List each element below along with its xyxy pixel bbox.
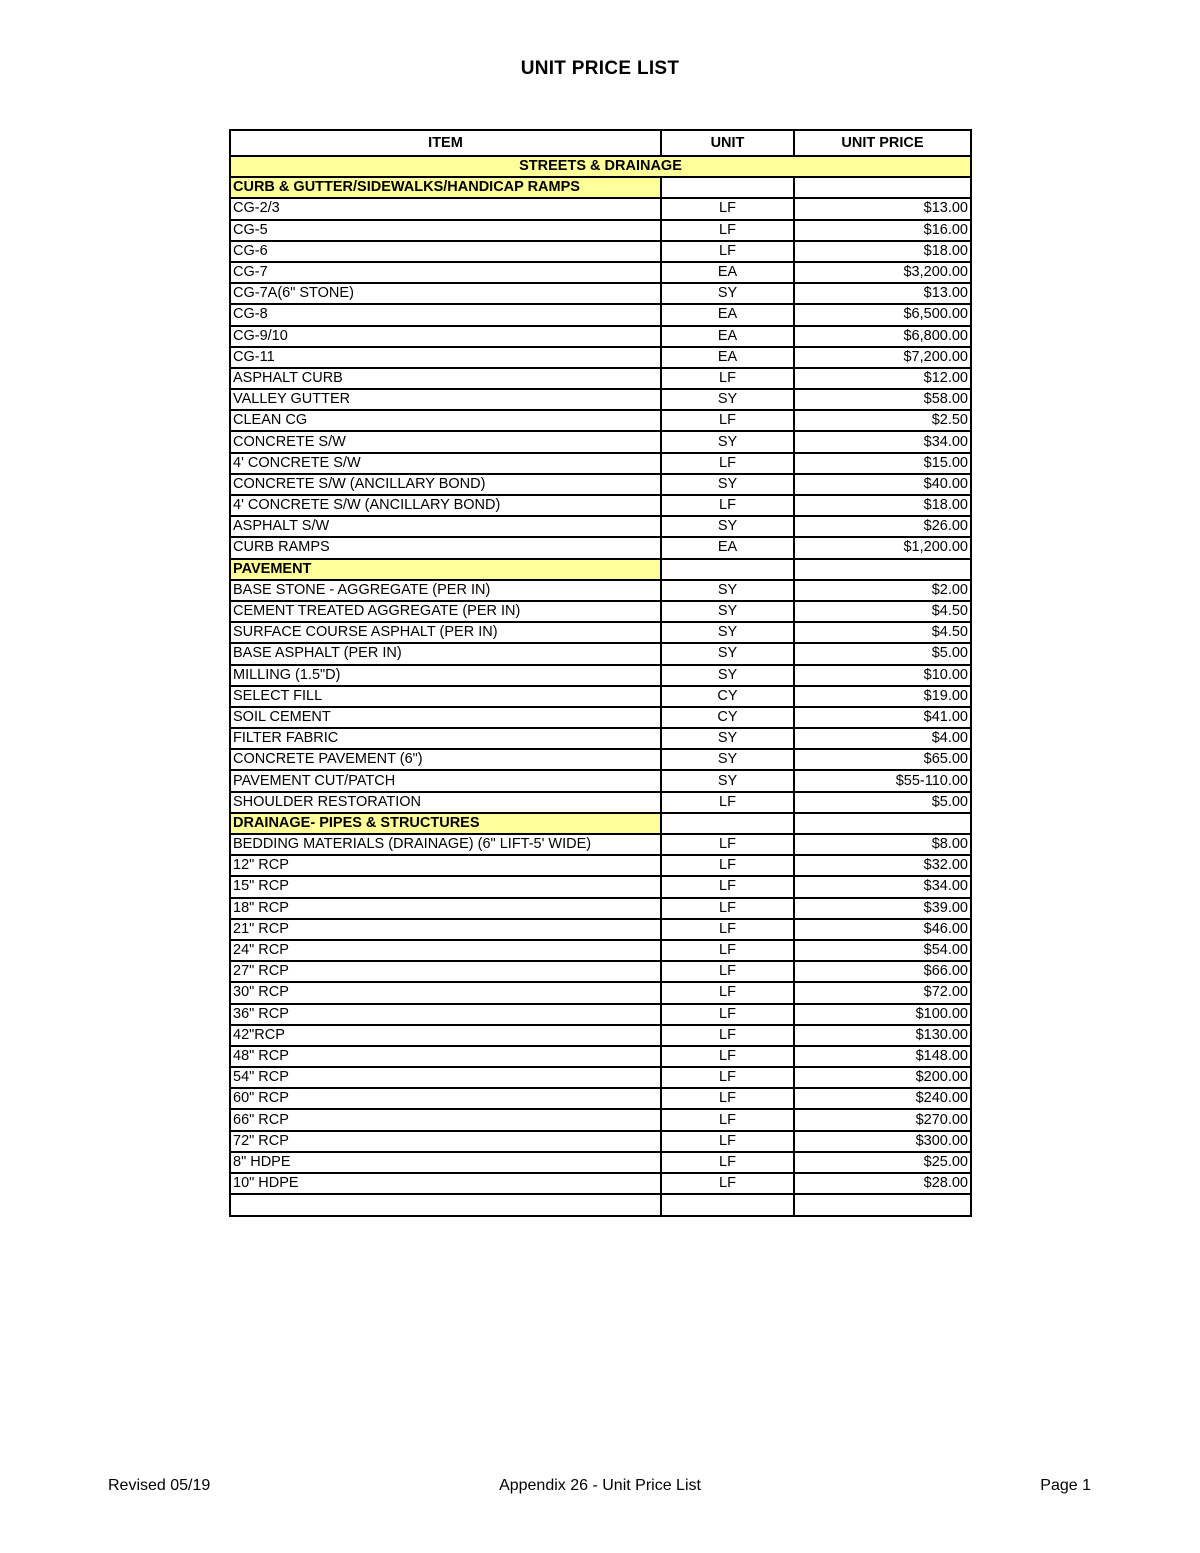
item-cell: 24" RCP xyxy=(230,940,661,961)
item-cell: CG-11 xyxy=(230,347,661,368)
price-cell: $46.00 xyxy=(794,919,971,940)
table-row xyxy=(230,961,971,982)
item-cell: 10" HDPE xyxy=(230,1173,661,1194)
unit-cell: LF xyxy=(661,368,794,389)
footer-page: Page 1 xyxy=(1040,1477,1091,1494)
table-row xyxy=(230,410,971,431)
band-label: STREETS & DRAINAGE xyxy=(230,156,971,177)
unit-cell: LF xyxy=(661,1046,794,1067)
blank-row xyxy=(230,1194,971,1216)
table-row xyxy=(230,707,971,728)
section-row xyxy=(230,177,971,198)
item-cell: FILTER FABRIC xyxy=(230,728,661,749)
unit-cell: LF xyxy=(661,982,794,1003)
table-row xyxy=(230,262,971,283)
price-cell: $200.00 xyxy=(794,1067,971,1088)
section-row xyxy=(230,813,971,834)
unit-cell: LF xyxy=(661,1025,794,1046)
header-item: ITEM xyxy=(230,130,661,156)
price-cell: $130.00 xyxy=(794,1025,971,1046)
table-row xyxy=(230,898,971,919)
unit-cell: EA xyxy=(661,347,794,368)
item-cell: CONCRETE S/W (ANCILLARY BOND) xyxy=(230,474,661,495)
price-cell: $32.00 xyxy=(794,855,971,876)
unit-cell: SY xyxy=(661,665,794,686)
price-cell: $34.00 xyxy=(794,876,971,897)
unit-cell: EA xyxy=(661,326,794,347)
table-row xyxy=(230,389,971,410)
item-cell: 60" RCP xyxy=(230,1088,661,1109)
price-cell: $28.00 xyxy=(794,1173,971,1194)
table-row xyxy=(230,834,971,855)
table-row xyxy=(230,241,971,262)
item-cell: PAVEMENT CUT/PATCH xyxy=(230,770,661,791)
section-name: PAVEMENT xyxy=(230,559,661,580)
unit-cell: LF xyxy=(661,792,794,813)
price-cell: $3,200.00 xyxy=(794,262,971,283)
unit-cell: LF xyxy=(661,919,794,940)
price-cell: $54.00 xyxy=(794,940,971,961)
unit-cell: LF xyxy=(661,1067,794,1088)
unit-cell: LF xyxy=(661,1109,794,1130)
item-cell: SURFACE COURSE ASPHALT (PER IN) xyxy=(230,622,661,643)
section-price-cell xyxy=(794,177,971,198)
table-row xyxy=(230,495,971,516)
price-cell: $55-110.00 xyxy=(794,770,971,791)
item-cell: ASPHALT S/W xyxy=(230,516,661,537)
item-cell: CURB RAMPS xyxy=(230,537,661,558)
price-cell: $148.00 xyxy=(794,1046,971,1067)
header-row xyxy=(230,130,971,156)
table-row xyxy=(230,220,971,241)
unit-cell: LF xyxy=(661,1152,794,1173)
unit-cell: SY xyxy=(661,580,794,601)
item-cell: SOIL CEMENT xyxy=(230,707,661,728)
item-cell: MILLING (1.5"D) xyxy=(230,665,661,686)
price-cell: $65.00 xyxy=(794,749,971,770)
table-row xyxy=(230,1131,971,1152)
price-cell: $15.00 xyxy=(794,453,971,474)
unit-cell: SY xyxy=(661,431,794,452)
footer-appendix: Appendix 26 - Unit Price List xyxy=(499,1477,701,1494)
price-cell: $4.00 xyxy=(794,728,971,749)
table-row xyxy=(230,580,971,601)
price-cell: $270.00 xyxy=(794,1109,971,1130)
item-cell: 15" RCP xyxy=(230,876,661,897)
unit-cell: LF xyxy=(661,1131,794,1152)
table-row xyxy=(230,516,971,537)
table-row xyxy=(230,770,971,791)
item-cell: SELECT FILL xyxy=(230,686,661,707)
table-row xyxy=(230,686,971,707)
price-cell: $7,200.00 xyxy=(794,347,971,368)
item-cell: CG-8 xyxy=(230,304,661,325)
price-cell: $2.00 xyxy=(794,580,971,601)
table-row xyxy=(230,622,971,643)
price-cell: $26.00 xyxy=(794,516,971,537)
table-row xyxy=(230,431,971,452)
band-row xyxy=(230,156,971,177)
unit-cell: LF xyxy=(661,241,794,262)
unit-cell: LF xyxy=(661,898,794,919)
price-cell: $10.00 xyxy=(794,665,971,686)
price-cell: $18.00 xyxy=(794,241,971,262)
price-cell: $72.00 xyxy=(794,982,971,1003)
table-row xyxy=(230,1046,971,1067)
item-cell: 27" RCP xyxy=(230,961,661,982)
price-cell: $19.00 xyxy=(794,686,971,707)
item-cell: 18" RCP xyxy=(230,898,661,919)
unit-cell: LF xyxy=(661,961,794,982)
item-cell: 4' CONCRETE S/W (ANCILLARY BOND) xyxy=(230,495,661,516)
price-cell: $2.50 xyxy=(794,410,971,431)
unit-cell: LF xyxy=(661,1004,794,1025)
item-cell: 72" RCP xyxy=(230,1131,661,1152)
unit-cell: LF xyxy=(661,1088,794,1109)
table-row xyxy=(230,1025,971,1046)
item-cell: CEMENT TREATED AGGREGATE (PER IN) xyxy=(230,601,661,622)
unit-cell: LF xyxy=(661,495,794,516)
price-cell: $25.00 xyxy=(794,1152,971,1173)
footer-revised: Revised 05/19 xyxy=(108,1477,211,1494)
unit-cell: EA xyxy=(661,262,794,283)
item-cell: 30" RCP xyxy=(230,982,661,1003)
item-cell: CONCRETE S/W xyxy=(230,431,661,452)
unit-cell: SY xyxy=(661,622,794,643)
item-cell: SHOULDER RESTORATION xyxy=(230,792,661,813)
table-row xyxy=(230,453,971,474)
unit-cell: LF xyxy=(661,855,794,876)
price-cell: $6,800.00 xyxy=(794,326,971,347)
unit-cell: LF xyxy=(661,220,794,241)
price-cell: $18.00 xyxy=(794,495,971,516)
item-cell: CG-7 xyxy=(230,262,661,283)
table-row xyxy=(230,919,971,940)
table-row xyxy=(230,326,971,347)
price-cell: $39.00 xyxy=(794,898,971,919)
unit-cell: LF xyxy=(661,453,794,474)
price-cell: $41.00 xyxy=(794,707,971,728)
item-cell: CG-7A(6" STONE) xyxy=(230,283,661,304)
item-cell: 21" RCP xyxy=(230,919,661,940)
blank-price-cell xyxy=(794,1194,971,1216)
table-row xyxy=(230,474,971,495)
unit-cell: SY xyxy=(661,749,794,770)
section-name: CURB & GUTTER/SIDEWALKS/HANDICAP RAMPS xyxy=(230,177,661,198)
unit-cell: LF xyxy=(661,1173,794,1194)
table-row xyxy=(230,1152,971,1173)
price-cell: $240.00 xyxy=(794,1088,971,1109)
blank-unit-cell xyxy=(661,1194,794,1216)
unit-cell: EA xyxy=(661,304,794,325)
item-cell: 12" RCP xyxy=(230,855,661,876)
price-cell: $100.00 xyxy=(794,1004,971,1025)
unit-cell: SY xyxy=(661,770,794,791)
item-cell: ASPHALT CURB xyxy=(230,368,661,389)
price-cell: $1,200.00 xyxy=(794,537,971,558)
price-cell: $66.00 xyxy=(794,961,971,982)
section-unit-cell xyxy=(661,559,794,580)
unit-cell: CY xyxy=(661,686,794,707)
table-row xyxy=(230,304,971,325)
table-row xyxy=(230,1067,971,1088)
unit-cell: SY xyxy=(661,283,794,304)
price-cell: $300.00 xyxy=(794,1131,971,1152)
section-name: DRAINAGE- PIPES & STRUCTURES xyxy=(230,813,661,834)
item-cell: VALLEY GUTTER xyxy=(230,389,661,410)
price-cell: $4.50 xyxy=(794,601,971,622)
item-cell: CLEAN CG xyxy=(230,410,661,431)
table-row xyxy=(230,1004,971,1025)
table-row xyxy=(230,643,971,664)
price-cell: $4.50 xyxy=(794,622,971,643)
section-price-cell xyxy=(794,559,971,580)
table-row xyxy=(230,283,971,304)
unit-price-table xyxy=(229,129,972,1217)
price-cell: $5.00 xyxy=(794,643,971,664)
price-cell: $13.00 xyxy=(794,283,971,304)
unit-cell: SY xyxy=(661,474,794,495)
item-cell: BASE STONE - AGGREGATE (PER IN) xyxy=(230,580,661,601)
unit-cell: SY xyxy=(661,643,794,664)
section-price-cell xyxy=(794,813,971,834)
item-cell: 54" RCP xyxy=(230,1067,661,1088)
item-cell: CONCRETE PAVEMENT (6") xyxy=(230,749,661,770)
blank-item-cell xyxy=(230,1194,661,1216)
price-cell: $58.00 xyxy=(794,389,971,410)
table-row xyxy=(230,982,971,1003)
table-row xyxy=(230,601,971,622)
page-title: UNIT PRICE LIST xyxy=(520,58,680,79)
table-row xyxy=(230,876,971,897)
table-row xyxy=(230,728,971,749)
unit-cell: SY xyxy=(661,728,794,749)
item-cell: CG-6 xyxy=(230,241,661,262)
section-unit-cell xyxy=(661,813,794,834)
table-row xyxy=(230,537,971,558)
unit-cell: CY xyxy=(661,707,794,728)
item-cell: 8" HDPE xyxy=(230,1152,661,1173)
item-cell: CG-9/10 xyxy=(230,326,661,347)
table-row xyxy=(230,749,971,770)
table-row xyxy=(230,665,971,686)
table-row xyxy=(230,1088,971,1109)
section-row xyxy=(230,559,971,580)
unit-cell: SY xyxy=(661,389,794,410)
table-row xyxy=(230,347,971,368)
item-cell: BASE ASPHALT (PER IN) xyxy=(230,643,661,664)
header-unit: UNIT xyxy=(661,130,794,156)
table-row xyxy=(230,940,971,961)
item-cell: BEDDING MATERIALS (DRAINAGE) (6" LIFT-5' WIDE) xyxy=(230,834,661,855)
item-cell: CG-5 xyxy=(230,220,661,241)
price-cell: $8.00 xyxy=(794,834,971,855)
item-cell: CG-2/3 xyxy=(230,198,661,219)
unit-cell: LF xyxy=(661,940,794,961)
unit-cell: SY xyxy=(661,516,794,537)
item-cell: 42"RCP xyxy=(230,1025,661,1046)
table-row xyxy=(230,1109,971,1130)
unit-cell: LF xyxy=(661,198,794,219)
unit-cell: SY xyxy=(661,601,794,622)
table-body xyxy=(230,156,971,1216)
item-cell: 66" RCP xyxy=(230,1109,661,1130)
price-cell: $16.00 xyxy=(794,220,971,241)
unit-cell: LF xyxy=(661,834,794,855)
price-cell: $34.00 xyxy=(794,431,971,452)
section-unit-cell xyxy=(661,177,794,198)
table-row xyxy=(230,1173,971,1194)
table-row xyxy=(230,368,971,389)
price-cell: $5.00 xyxy=(794,792,971,813)
item-cell: 48" RCP xyxy=(230,1046,661,1067)
unit-cell: EA xyxy=(661,537,794,558)
price-cell: $13.00 xyxy=(794,198,971,219)
price-cell: $6,500.00 xyxy=(794,304,971,325)
table-row xyxy=(230,855,971,876)
table-row xyxy=(230,198,971,219)
header-price: UNIT PRICE xyxy=(794,130,971,156)
unit-cell: LF xyxy=(661,876,794,897)
price-cell: $40.00 xyxy=(794,474,971,495)
table-row xyxy=(230,792,971,813)
item-cell: 36" RCP xyxy=(230,1004,661,1025)
unit-cell: LF xyxy=(661,410,794,431)
price-cell: $12.00 xyxy=(794,368,971,389)
item-cell: 4' CONCRETE S/W xyxy=(230,453,661,474)
